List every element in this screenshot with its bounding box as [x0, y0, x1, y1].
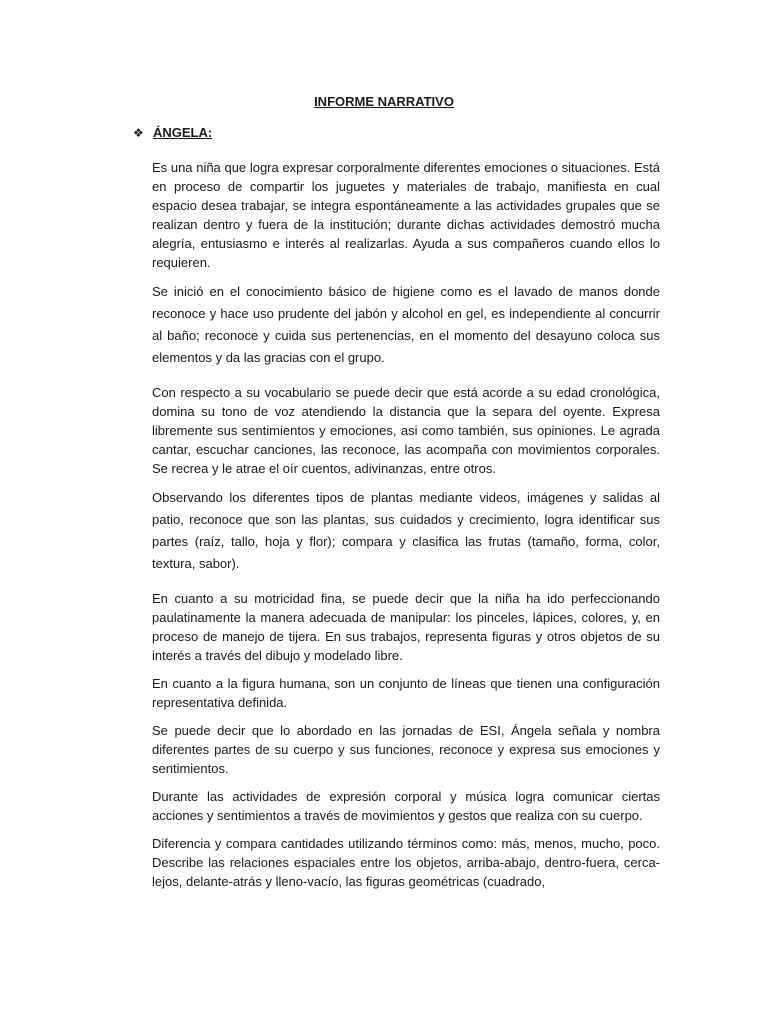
- paragraph-body-expression: Durante las actividades de expresión corporal y música logra comunicar ciertas acciones y sentimientos a través de movimientos y gestos que realiza con su cuerpo.: [152, 789, 660, 823]
- section-heading: [133, 125, 212, 140]
- paragraph-vocabulary: Con respecto a su vocabulario se puede decir que está acorde a su edad cronológica, domina su tono de voz atendiendo la distancia que la separa del oyente. Expresa libremente sus sentimientos y emociones, asi como también, sus opiniones. Le agrada cantar, escuchar canciones, las reconoce, las acompaña con movimientos corporales. Se recrea y le atrae el oír cuentos, adivinanzas, entre otros.: [152, 385, 660, 476]
- paragraph-fine-motor: En cuanto a su motricidad fina, se puede decir que la niña ha ido perfeccionando paulatinamente la manera adecuada de manipular: los pinceles, lápices, colores, y, en proceso de manejo de tijera. En sus trabajos, representa figuras y otros objetos de su interés a través del dibujo y modelado libre.: [152, 591, 660, 663]
- document-title: INFORME NARRATIVO: [314, 94, 454, 109]
- paragraph-esi: Se puede decir que lo abordado en las jornadas de ESI, Ángela señala y nombra diferentes partes de su cuerpo y sus funciones, reconoce y expresa sus emociones y sentimientos.: [152, 723, 660, 776]
- paragraph-emotions: Es una niña que logra expresar corporalmente diferentes emociones o situaciones. Está en proceso de compartir los juguetes y materiales de trabajo, manifiesta en cual espacio desea trabajar, se integra espontáneamente a las actividades grupales que se realizan dentro y fuera de la institución; durante dichas actividades demostró mucha alegría, entusiasmo e interés al realizarlas. Ayuda a sus compañeros cuando ellos lo requieren.: [152, 160, 660, 270]
- diamond-bullet-icon: ❖: [133, 125, 144, 140]
- paragraph-quantities: Diferencia y compara cantidades utilizando términos como: más, menos, mucho, poco. Describe las relaciones espaciales entre los objetos, arriba-abajo, dentro-fuera, cerca-lejos, delante-atrás y lleno-vacío, las figuras geométricas (cuadrado,: [152, 836, 660, 889]
- section-heading-text: ÁNGELA:: [153, 125, 213, 140]
- paragraph-hygiene: Se inició en el conocimiento básico de higiene como es el lavado de manos donde reconoce y hace uso prudente del jabón y alcohol en gel, es independiente al concurrir al baño; reconoce y cuida sus pertenencias, en el momento del desayuno coloca sus elementos y da las gracias con el grupo.: [152, 284, 660, 365]
- paragraph-plants: Observando los diferentes tipos de plantas mediante videos, imágenes y salidas al patio, reconoce que son las plantas, sus cuidados y crecimiento, logra identificar sus partes (raíz, tallo, hoja y flor); compara y clasifica las frutas (tamaño, forma, color, textura, sabor).: [152, 490, 660, 571]
- document-body: [152, 158, 660, 900]
- paragraph-human-figure: En cuanto a la figura humana, son un conjunto de líneas que tienen una configuración representativa definida.: [152, 676, 660, 710]
